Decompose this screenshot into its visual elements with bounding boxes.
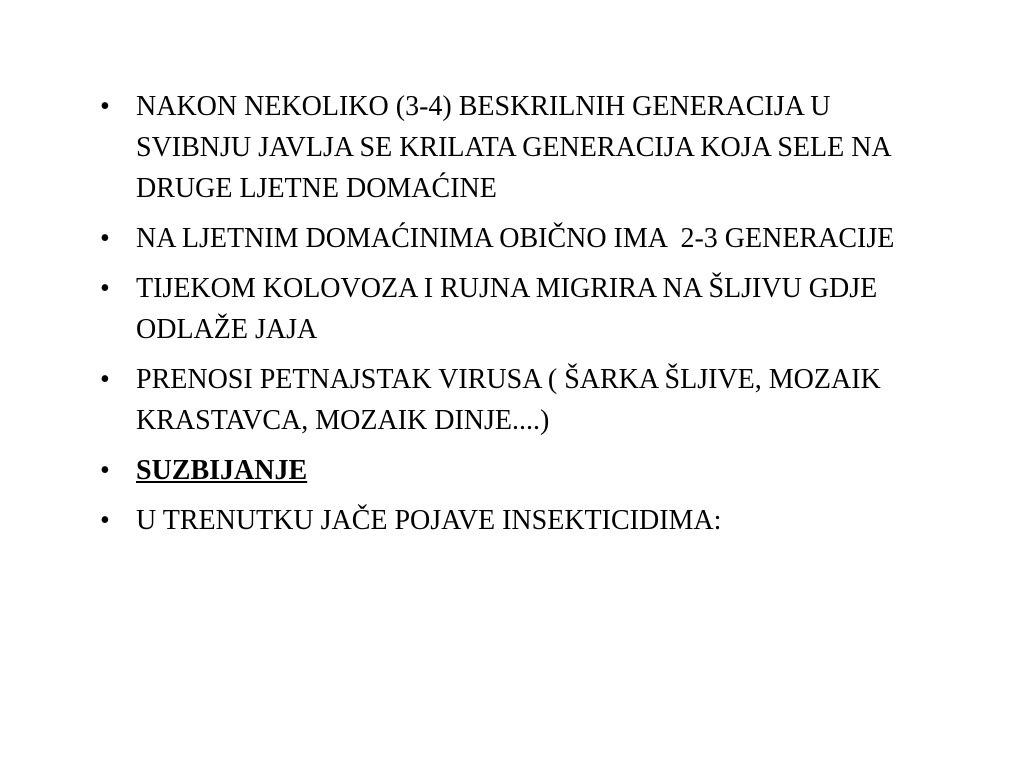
bullet-text: TIJEKOM KOLOVOZA I RUJNA MIGRIRA NA ŠLJIVU GDJE ODLAŽE JAJA xyxy=(136,273,878,345)
bullet-list xyxy=(100,86,920,550)
list-item xyxy=(100,218,920,259)
bullet-icon: • xyxy=(100,505,110,536)
list-item xyxy=(100,359,920,441)
bullet-text: U TRENUTKU JAČE POJAVE INSEKTICIDIMA: xyxy=(136,505,722,536)
list-item xyxy=(100,450,920,491)
section-heading: SUZBIJANJE xyxy=(136,455,308,486)
bullet-icon: • xyxy=(100,223,110,254)
bullet-text: NAKON NEKOLIKO (3-4) BESKRILNIH GENERACIJA U SVIBNJU JAVLJA SE KRILATA GENERACIJA KOJA SELE NA DRUGE LJETNE DOMAĆINE xyxy=(136,91,891,204)
bullet-icon: • xyxy=(100,364,110,395)
list-item xyxy=(100,86,920,209)
list-item xyxy=(100,500,920,541)
bullet-icon: • xyxy=(100,455,110,486)
bullet-icon: • xyxy=(100,273,110,304)
bullet-text: NA LJETNIM DOMAĆINIMA OBIČNO IMA 2-3 GENERACIJE xyxy=(136,223,895,254)
list-item xyxy=(100,268,920,350)
bullet-icon: • xyxy=(100,91,110,122)
bullet-text: PRENOSI PETNAJSTAK VIRUSA ( ŠARKA ŠLJIVE, MOZAIK KRASTAVCA, MOZAIK DINJE....) xyxy=(136,364,881,436)
